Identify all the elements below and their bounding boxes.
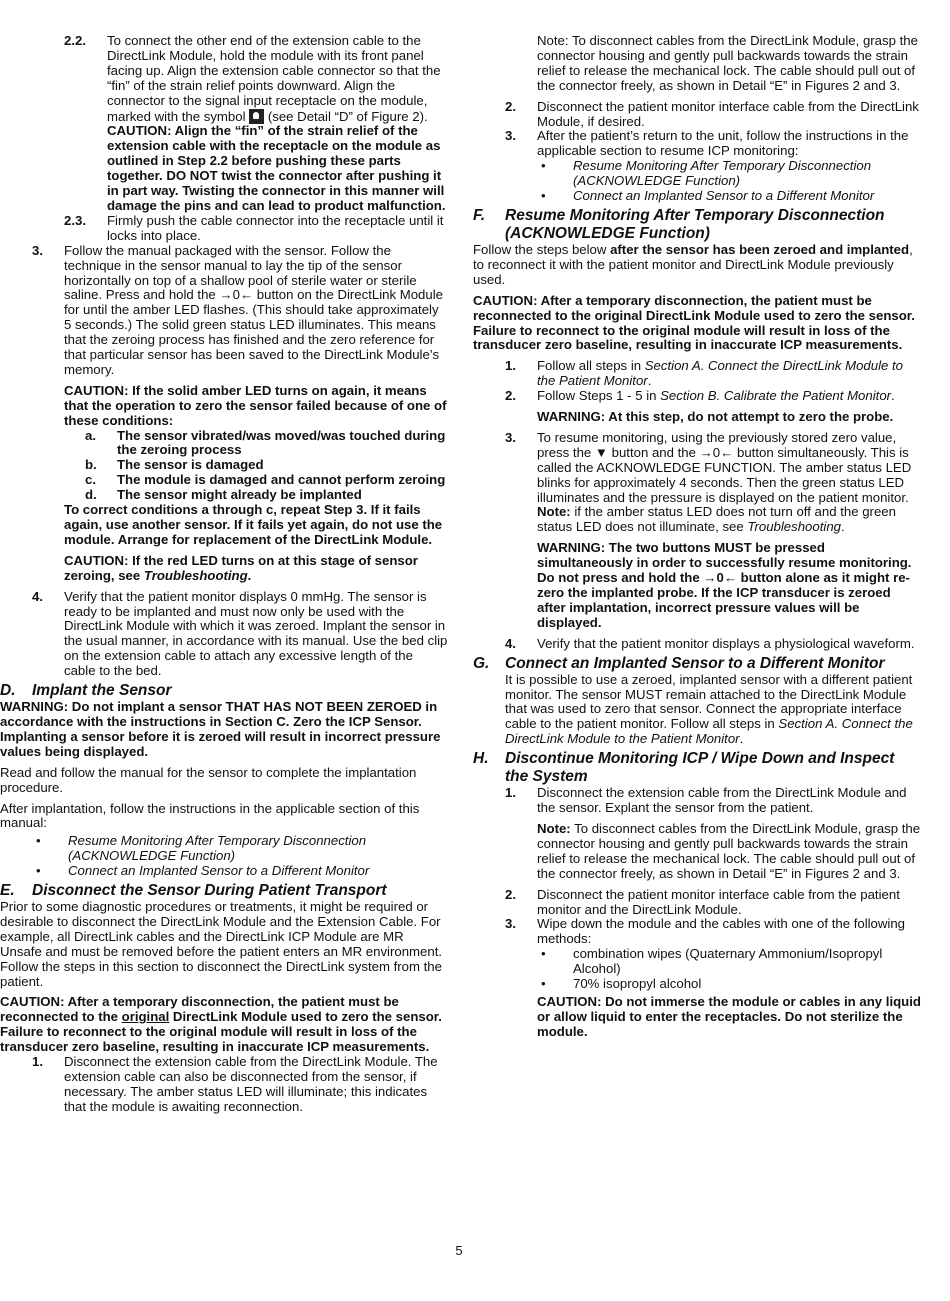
step-2 [505,100,921,130]
step-number: 2.2. [64,33,86,48]
step-2-3 [64,214,448,244]
step-text: Disconnect the patient monitor interface cable from the DirectLink Module, if desired. [537,98,919,129]
paragraph: After implantation, follow the instructions in the applicable section of this manual: [0,800,420,831]
list-item [85,473,448,488]
step-text: Wipe down the module and the cables with one of the following methods: [537,916,906,947]
list-text: Connect an Implanted Sensor to a Different Monitor [68,863,370,879]
step-number: 2.3. [64,212,86,228]
caution-text: CAUTION: After a temporary disconnection, the patient must be reconnected to the original DirectLink Module used to zero the sensor. Failure to reconnect to the original module will result in loss of the transducer zero baseline, resulting in inaccurate ICP measurements. [473,292,915,353]
paragraph-bold: after the sensor has been zeroed and implanted [610,241,910,257]
warning-text: WARNING: The two buttons MUST be pressed simultaneously in order to successfully resume monitoring. Do not press and hold the →0← button alone as it might re-zero the implanted probe. If the ICP transducer is zeroed after implantation, incorrect pressure values will be displayed. [537,540,912,630]
step-2-2 [64,34,448,214]
paragraph: Prior to some diagnostic procedures or treatments, it might be required or desirable to disconnect the DirectLink Module and the Extension Cable. For example, all DirectLink cables and the DirectLink ICP Module are MR Unsafe and must be removed before the patient enters an MR environment. Follow the steps in this section to disconnect the DirectLink system from the patient. [0,899,443,989]
note-body: if the amber status LED does not turn off and the green status LED does not illuminate, see [537,504,896,535]
step-1 [505,359,921,389]
section-ref: Section A. Connect the DirectLink Module to the Patient Monitor [537,358,904,389]
list-item [85,488,448,503]
section-title: Connect an Implanted Sensor to a Different Monitor [505,654,885,672]
list-item: • Connect an Implanted Sensor to a Different Monitor [32,864,448,879]
step-number: 4. [505,635,516,651]
section-ref: Section B. Calibrate the Patient Monitor [660,388,892,404]
step-number: 3. [505,429,516,445]
step-text-a: Follow Steps 1 - 5 in [537,388,661,404]
step-text: Disconnect the extension cable from the DirectLink Module. The extension cable can also be disconnected from the sensor, if necessary. The amber status LED will illuminate; this indicates that the module is awaiting reconnection. [64,1054,438,1114]
step-1 [505,786,921,881]
list-text: 70% isopropyl alcohol [573,976,702,992]
caution-text [64,554,448,584]
section-h-heading [473,750,921,786]
list-letter: b. [85,457,97,473]
step-text: Disconnect the patient monitor interface cable from the patient monitor and the DirectLink Module. [537,886,900,917]
list-item: • combination wipes (Quaternary Ammonium/Isopropyl Alcohol) [537,947,921,977]
step-text: After the patient’s return to the unit, follow the instructions in the applicable section to resume ICP monitoring: [537,128,909,159]
step-3 [505,129,921,204]
step-4 [32,590,448,679]
paragraph-c: , to reconnect it with the patient monitor and DirectLink Module previously used. [473,241,913,287]
step-2 [505,888,921,918]
step-number: 3. [32,242,43,258]
list-item: • Resume Monitoring After Temporary Disconnection (ACKNOWLEDGE Function) [32,834,448,864]
step-number: 1. [505,785,516,801]
step-text: To resume monitoring, using the previously stored zero value, press the ▼ button and the →0← button simultaneously. This is called the ACKNOWLEDGE FUNCTION. The amber status LED blinks for approximately 4 seconds. Then the green status LED illuminates and the pressure is displayed on the patient monitor. [537,429,912,505]
paragraph-c: . [739,731,744,747]
list-item [85,458,448,473]
note-label: Note: [537,820,571,836]
warning-text: WARNING: At this step, do not attempt to zero the probe. [537,409,894,425]
section-title: Resume Monitoring After Temporary Disconnection (ACKNOWLEDGE Function) [505,206,885,242]
note-label: Note: [537,504,571,520]
step-number: 2. [505,886,516,902]
note-text: Note: To disconnect cables from the DirectLink Module, grasp the connector housing and gently pull backwards towards the strain relief to release the mechanical lock. The cable should pull out of the connector freely, as shown in Detail “E” in Figures 2 and 3. [537,33,918,93]
step-text: Firmly push the cable connector into the receptacle until it locks into place. [107,212,444,243]
step-text-c: . [647,373,652,389]
list-letter: c. [85,472,96,488]
caution-text: CAUTION: Do not immerse the module or cables in any liquid or allow liquid to enter the receptacles. Do not sterilize the module. [537,993,921,1039]
step-number: 2. [505,98,516,114]
step-text: Disconnect the extension cable from the DirectLink Module and the sensor. Explant the sensor from the patient. [537,785,907,816]
step-3 [505,431,921,631]
paragraph [505,673,921,748]
step-text [107,34,448,124]
section-letter: H. [473,750,489,768]
paragraph: Read and follow the manual for the sensor to complete the implantation procedure. [0,764,417,795]
list-text: Resume Monitoring After Temporary Disconnection (ACKNOWLEDGE Function) [573,158,872,189]
step-text-a: Follow all steps in [537,358,645,374]
step-1 [32,1055,448,1115]
step-number: 2. [505,388,516,404]
note-end: . [840,519,845,535]
section-title: Implant the Sensor [32,682,172,700]
step-text-a: To connect the other end of the extension cable to the DirectLink Module, hold the module with its front panel facing up. Align the extension cable connector so that the “fin” of the strain relief points downward. Align the connector to the signal input receptacle on the module, marked with the symbol [107,33,441,124]
section-title: Disconnect the Sensor During Patient Transport [32,882,387,900]
section-title: Discontinue Monitoring ICP / Wipe Down and Inspect the System [505,750,895,786]
note-text [537,505,921,535]
paragraph [473,243,921,288]
step-text-b: (see Detail “D” of Figure 2). [264,108,428,124]
list-text: combination wipes (Quaternary Ammonium/Isopropyl Alcohol) [573,946,883,977]
paragraph-a: It is possible to use a zeroed, implanted sensor with a different patient monitor. The sensor MUST remain attached to the DirectLink Module that was used to zero that sensor. Connect the appropriate interface cable to the patient monitor. Follow all steps in [505,671,913,732]
step-text: Verify that the patient monitor displays a physiological waveform. [537,635,915,651]
conditions-list [64,429,448,504]
section-d-heading [0,682,448,700]
list-text: The sensor is damaged [117,457,264,473]
section-letter: E. [0,882,15,900]
section-letter: F. [473,206,486,224]
note-text [537,822,921,882]
bullet-list [32,834,448,879]
paragraph-a: Follow the steps below [473,241,611,257]
right-column [473,34,921,1040]
step-number: 1. [505,358,516,374]
caution-text: CAUTION: Align the “fin” of the strain relief of the extension cable with the receptacle on the module as outlined in Step 2.2 before pushing these parts together. DO NOT twist the connector after pushing it in part way. Twisting the connector in this manner will damage the pins and can lead to product malfunction. [107,123,446,213]
step-number: 3. [505,916,516,932]
step-text [537,359,921,389]
note-body: To disconnect cables from the DirectLink Module, grasp the connector housing and gently pull backwards towards the strain relief to release the mechanical lock. The cable should pull out of the connector freely, as shown in Detail “E” in Figures 2 and 3. [537,820,921,881]
list-item: • 70% isopropyl alcohol [537,977,921,992]
list-item: • Resume Monitoring After Temporary Disconnection (ACKNOWLEDGE Function) [537,159,921,189]
list-letter: a. [85,427,96,443]
section-letter: D. [0,682,16,700]
caution-text-b: DirectLink Module used to zero the sensor. Failure to reconnect to the original module will result in loss of the transducer zero baseline, resulting in inaccurate ICP measurements. [0,1009,442,1055]
troubleshooting-ref: Troubleshooting [747,519,841,535]
caution-text [0,995,448,1055]
section-ref: Section A. Connect the DirectLink Module to the Patient Monitor [505,716,913,747]
step-number: 3. [505,128,516,144]
list-text: Connect an Implanted Sensor to a Different Monitor [573,188,875,204]
step-3 [32,244,448,584]
step-3 [505,917,921,1039]
troubleshooting-ref: Troubleshooting [143,567,248,583]
step-number: 4. [32,588,43,604]
section-e-heading [0,882,448,900]
step-number: 1. [32,1054,43,1070]
correction-text: To correct conditions a through c, repeat Step 3. If it fails again, use another sensor. If it fails yet again, do not use the module. Arrange for replacement of the DirectLink Module. [64,502,443,547]
section-letter: G. [473,654,490,672]
list-text: The sensor vibrated/was moved/was touched during the zeroing process [117,427,446,458]
caution-text: CAUTION: If the solid amber LED turns on again, it means that the operation to zero the sensor failed because of one of these conditions: [64,382,447,428]
list-text: The sensor might already be implanted [117,487,362,503]
left-column [0,34,448,1115]
list-text: The module is damaged and cannot perform zeroing [117,472,446,488]
list-item [85,429,448,459]
step-text-c: . [891,388,895,404]
step-text [537,389,921,404]
list-item: • Connect an Implanted Sensor to a Different Monitor [537,189,921,204]
step-text: Follow the manual packaged with the sensor. Follow the technique in the sensor manual to lay the tip of the sensor horizontally on top of a shallow pool of sterile water or sterile saline. Press and hold the →0← button on the DirectLink Module for until the amber LED flashes. (This should take approximately 5 seconds.) The solid green status LED illuminates. This means that the zeroing process has finished and the zero reference for that particular sensor has been saved to the DirectLink Module’s memory. [64,242,443,377]
section-g-heading [473,655,921,673]
list-letter: d. [85,487,97,503]
caution-text-a: CAUTION: If the red LED turns on at this stage of sensor zeroing, see [64,552,418,583]
list-text: Resume Monitoring After Temporary Disconnection (ACKNOWLEDGE Function) [68,833,367,864]
step-text: Verify that the patient monitor displays 0 mmHg. The sensor is ready to be implanted and must now only be used with the DirectLink Module with which it was zeroed. Implant the sensor in the usual manner, in accordance with its manual. Use the bed clip on the extension cable to attach any excessive length of the cable to the bed. [64,588,448,679]
step-2 [505,389,921,425]
page-number: 5 [455,1243,463,1258]
signal-input-symbol-icon [249,109,264,124]
step-4 [505,637,921,652]
caution-text-c: . [247,567,252,583]
caution-underline: original [121,1009,170,1025]
section-f-heading [473,207,921,243]
warning-text: WARNING: Do not implant a sensor THAT HAS NOT BEEN ZEROED in accordance with the instructions in Section C. Zero the ICP Sensor. Implanting a sensor before it is zeroed will result in incorrect pressure values being displayed. [0,699,441,759]
caution-text-a: CAUTION: After a temporary disconnection, the patient must be reconnected to the [0,994,399,1025]
